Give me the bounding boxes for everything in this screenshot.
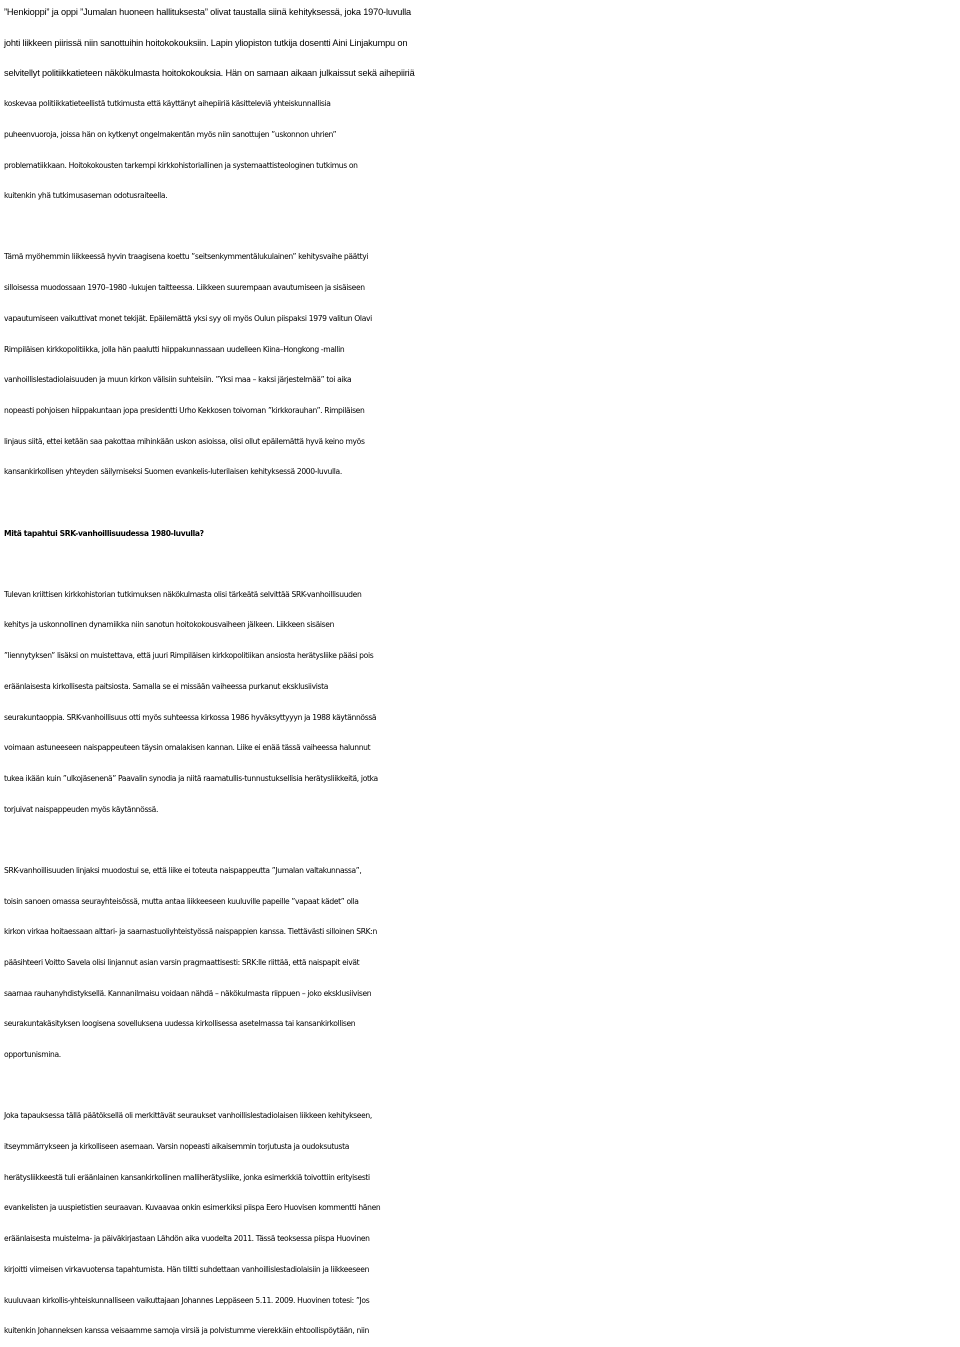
paragraph-line: vapautumiseen vaikuttivat monet tekijät. Epäilemättä yksi syy oli myös Oulun piispaksi 1979 valitun Olavi	[4, 313, 372, 323]
paragraph-line: opportunismina.	[4, 1050, 61, 1060]
paragraph-line: kansankirkollisen yhteyden säilymiseksi Suomen evankelis-luterilaisen kehityksessä 2000-luvulla.	[4, 467, 342, 477]
paragraph-line: kirkon virkaa hoitaessaan alttari- ja saarnastuoliyhteistyössä naispappien kanssa. Tiettävästi silloinen SRK:n	[4, 927, 377, 937]
paragraph-line: selvitellyt politiikkatieteen näkökulmasta hoitokokouksia. Hän on samaan aikaan julkaissut sekä aihepiiriä	[4, 68, 415, 79]
paragraph-line: johti liikkeen piirissä niin sanottuihin hoitokokouksiin. Lapin yliopiston tutkija dosentti Aini Linjakumpu on	[4, 37, 408, 48]
paragraph-4	[4, 856, 958, 1071]
paragraph-line: tukea ikään kuin ”ulkojäsenenä” Paavalin synodia ja niitä raamatullis-tunnustuksellisia herätysliikkeitä, jotka	[4, 773, 378, 783]
paragraph-line: eräänlaisesta kirkollisesta paitsiosta. Samalla se ei missään vaiheessa purkanut eksklusiivista	[4, 681, 329, 691]
paragraph-line: itseymmärrykseen ja kirkolliseen asemaan. Varsin nopeasti aikaisemmin torjutusta ja oudoksutusta	[4, 1142, 350, 1151]
paragraph-line: saarnaa rauhanyhdistyksellä. Kannanilmaisu voidaan nähdä – näkökulmasta riippuen – joko eksklusiivisen	[4, 988, 372, 998]
paragraph-line: Tulevan kriittisen kirkkohistorian tutkimuksen näkökulmasta olisi tärkeätä selvittää SRK-vanhoillisuuden	[4, 589, 362, 599]
paragraph-line: seurakuntakäsityksen loogisena sovelluksena uudessa kirkollisessa asetelmassa tai kansankirkollisen	[4, 1019, 356, 1029]
paragraph-line: puheenvuoroja, joissa hän on kytkenyt ongelmakentän myös niin sanottujen ”uskonnon uhrien”	[4, 129, 337, 139]
paragraph-line: ”liennytyksen” lisäksi on muistettava, että juuri Rimpiläisen kirkkopolitiikan ansiosta herätysliike pääsi pois	[4, 651, 374, 661]
paragraph-line: koskevaa politiikkatieteellistä tutkimusta että käyttänyt aihepiiriä käsitteleviä yhteiskunnallisia	[4, 99, 331, 109]
paragraph-line: ”Henkioppi” ja oppi ”Jumalan huoneen hallituksesta” olivat taustalla siinä kehityksessä, joka 1970-luvulla	[4, 7, 411, 17]
paragraph-line: eräänlaisesta muistelma- ja päiväkirjastaan Lähdön aika vuodelta 2011. Tässä teoksessa piispa Huovinen	[4, 1234, 370, 1244]
paragraph-5	[4, 1101, 958, 1347]
paragraph-line: Rimpiläisen kirkkopolitiikka, jolla hän paalutti hiippakunnassaan uudelleen Kiina–Hongkong -mallin	[4, 344, 345, 354]
paragraph-line: toisin sanoen omassa seurayhteisössä, mutta antaa liikkeeseen kuuluville papeille ”vapaat kädet” olla	[4, 896, 359, 906]
paragraph-line: kirjoitti viimeisen virkavuotensa tapahtumista. Hän tilitti suhdettaan vanhoillislestadiolaisiin ja liikkeeseen	[4, 1264, 370, 1274]
paragraph-gap	[4, 212, 958, 243]
paragraph-gap	[4, 488, 958, 519]
paragraph-line: evankelisten ja uuspietistien seuraavan. Kuvaavaa onkin esimerkiksi piispa Eero Huovisen kommentti hänen	[4, 1203, 381, 1213]
paragraph-line: seurakuntaoppia. SRK-vanhoillisuus otti myös suhteessa kirkossa 1986 hyväksyttyyyn ja 1988 käytännössä	[4, 712, 377, 722]
paragraph-line: kuitenkin Johanneksen kanssa veisaamme samoja virsiä ja polvistumme vierekkäin ehtoollispöytään, niin	[4, 1326, 369, 1336]
paragraph-line: Tämä myöhemmin liikkeessä hyvin traagisena koettu ”seitsenkymmentälukulainen” kehitysvaihe päättyi	[4, 252, 369, 262]
paragraph-line: torjuivat naispappeuden myös käytännössä.	[4, 804, 159, 814]
paragraph-line: kuitenkin yhä tutkimusaseman odotusraiteella.	[4, 191, 168, 201]
paragraph-line: pääsihteeri Voitto Savela olisi linjannut asian varsin pragmaattisesti: SRK:lle riittää, että naispapit eivät	[4, 957, 360, 967]
paragraph-line: Joka tapauksessa tällä päätöksellä oli merkittävät seuraukset vanhoillislestadiolaisen liikkeen kehitykseen,	[4, 1111, 372, 1121]
paragraph-line: herätysliikkeestä tuli eräänlainen kansankirkollinen malliherätysliike, jonka esimerkkiä toivottiin erityisesti	[4, 1172, 370, 1182]
paragraph-line: kehitys ja uskonnollinen dynamiikka niin sanotun hoitokokousvaiheen jälkeen. Liikkeen sisäisen	[4, 620, 335, 630]
paragraph-3	[4, 580, 958, 826]
paragraph-line: problematiikkaan. Hoitokokousten tarkempi kirkkohistoriallinen ja systemaattisteologinen tutkimus on	[4, 160, 358, 170]
paragraph-2	[4, 242, 958, 488]
paragraph-gap	[4, 1071, 958, 1102]
paragraph-line: SRK-vanhoillisuuden linjaksi muodostui se, että liike ei toteuta naispappeutta ”Jumalan valtakunnassa”,	[4, 865, 362, 875]
paragraph-1	[4, 0, 958, 212]
paragraph-line: nopeasti pohjoisen hiippakuntaan jopa presidentti Urho Kekkosen toivoman ”kirkkorauhan”. Rimpiläisen	[4, 405, 365, 415]
paragraph-line: voimaan astuneeseen naispappeuteen täysin omalakisen kannan. Liike ei enää tässä vaiheessa halunnut	[4, 743, 371, 753]
paragraph-line: vanhoillislestadiolaisuuden ja muun kirkon välisiin suhteisiin. ”Yksi maa – kaksi järjestelmää” toi aika	[4, 375, 352, 385]
paragraph-gap	[4, 549, 958, 580]
section-heading: Mitä tapahtui SRK-vanhoillisuudessa 1980-luvulla?	[4, 528, 204, 538]
paragraph-line: kuuluvaan kirkollis-yhteiskunnalliseen vaikuttajaan Johannes Leppäseen 5.11. 2009. Huovinen totesi: ”Jos	[4, 1295, 370, 1305]
paragraph-gap	[4, 825, 958, 856]
paragraph-line: linjaus siitä, ettei ketään saa pakottaa mihinkään uskon asioissa, olisi ollut epäilemättä hyvä keino myös	[4, 436, 365, 446]
paragraph-line: silloisessa muodossaan 1970–1980 -lukujen taitteessa. Liikkeen suurempaan avautumiseen ja sisäiseen	[4, 283, 365, 293]
